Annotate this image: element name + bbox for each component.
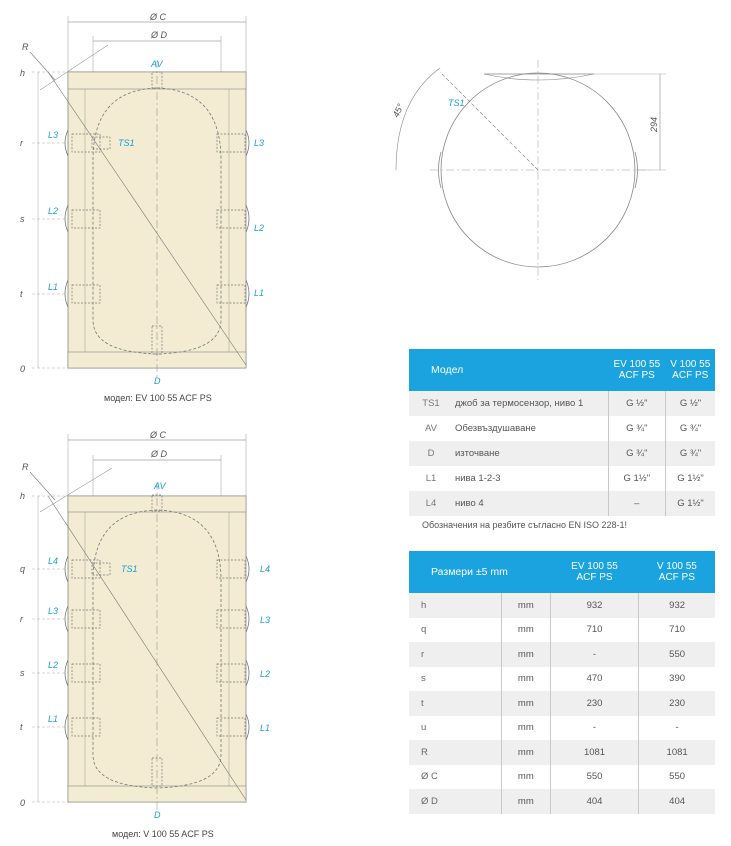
caption-v: модел: V 100 55 ACF PS <box>112 829 214 839</box>
conn-left-l3: L3 <box>48 130 59 140</box>
dim-r-2: R <box>22 462 29 472</box>
angle-label: 45° <box>390 102 406 119</box>
dim-oc-2: Ø C <box>150 430 167 440</box>
connections-table <box>409 349 715 516</box>
table-row: AV Обезвъздушаване G ¾" G ¾" <box>409 416 715 441</box>
table-row: Ø C mm 550 550 <box>409 765 715 790</box>
conn-right-l3-2: L3 <box>260 615 271 625</box>
table-row: L1 нива 1-2-3 G 1½" G 1½" <box>409 466 715 491</box>
table-row: TS1 джоб за термосензор, ниво 1 G ½" G ½" <box>409 391 715 416</box>
dim-oc: Ø C <box>150 12 167 22</box>
level-r-2: r <box>20 614 23 624</box>
table-row: t mm 230 230 <box>409 691 715 716</box>
av-label: AV <box>151 59 163 69</box>
conn-left-l4-2: L4 <box>48 556 59 566</box>
ts1-label-2: TS1 <box>121 564 138 574</box>
table-row: h mm 932 932 <box>409 593 715 618</box>
table2-col1-header: EV 100 55 ACF PS <box>550 551 638 593</box>
thread-note: Обозначения на резбите съгласно EN ISO 228-1! <box>422 520 628 530</box>
top-dim-294: 294 <box>649 116 659 132</box>
table2-col2-header: V 100 55 ACF PS <box>639 551 715 593</box>
conn-left-l2-2: L2 <box>48 660 59 670</box>
table1-model-header: Модел <box>409 349 608 391</box>
table-row: q mm 710 710 <box>409 618 715 643</box>
top-ts1-label: TS1 <box>448 98 465 108</box>
conn-right-l4-2: L4 <box>260 564 271 574</box>
table1-col2-header: V 100 55 ACF PS <box>665 349 715 391</box>
conn-right-l1: L1 <box>254 288 265 298</box>
av-label-2: AV <box>154 481 166 491</box>
level-t: t <box>20 289 23 299</box>
level-s: s <box>20 214 25 224</box>
conn-right-l3: L3 <box>254 138 265 148</box>
d-label-2: D <box>154 810 161 820</box>
level-0: 0 <box>20 364 26 374</box>
table2-title-header: Размери ±5 mm <box>409 551 550 593</box>
caption-ev: модел: EV 100 55 ACF PS <box>104 393 212 403</box>
conn-left-l1: L1 <box>48 282 59 292</box>
dim-od-2: Ø D <box>151 449 168 459</box>
table-row: r mm - 550 <box>409 642 715 667</box>
level-h-2: h <box>20 491 26 501</box>
level-r: r <box>20 138 23 148</box>
table-row: s mm 470 390 <box>409 667 715 692</box>
level-t-2: t <box>20 722 23 732</box>
level-0-2: 0 <box>20 798 26 808</box>
level-h: h <box>20 68 26 78</box>
dim-r: R <box>22 42 29 52</box>
dimensions-table <box>409 551 715 814</box>
conn-left-l2: L2 <box>48 206 59 216</box>
table-row: L4 ниво 4 – G 1½" <box>409 491 715 516</box>
level-q-2: q <box>20 564 26 574</box>
conn-left-l3-2: L3 <box>48 606 59 616</box>
conn-right-l2-2: L2 <box>260 669 271 679</box>
dim-od: Ø D <box>151 30 168 40</box>
conn-right-l2: L2 <box>254 223 265 233</box>
conn-left-l1-2: L1 <box>48 714 59 724</box>
table-row: R mm 1081 1081 <box>409 740 715 765</box>
d-label: D <box>154 376 161 386</box>
table-row: u mm - - <box>409 716 715 741</box>
table-row: Ø D mm 404 404 <box>409 789 715 814</box>
table-row: D източване G ¾" G ¾" <box>409 441 715 466</box>
conn-right-l1-2: L1 <box>260 723 271 733</box>
table1-col1-header: EV 100 55 ACF PS <box>608 349 665 391</box>
level-s-2: s <box>20 668 25 678</box>
ts1-label: TS1 <box>118 138 135 148</box>
